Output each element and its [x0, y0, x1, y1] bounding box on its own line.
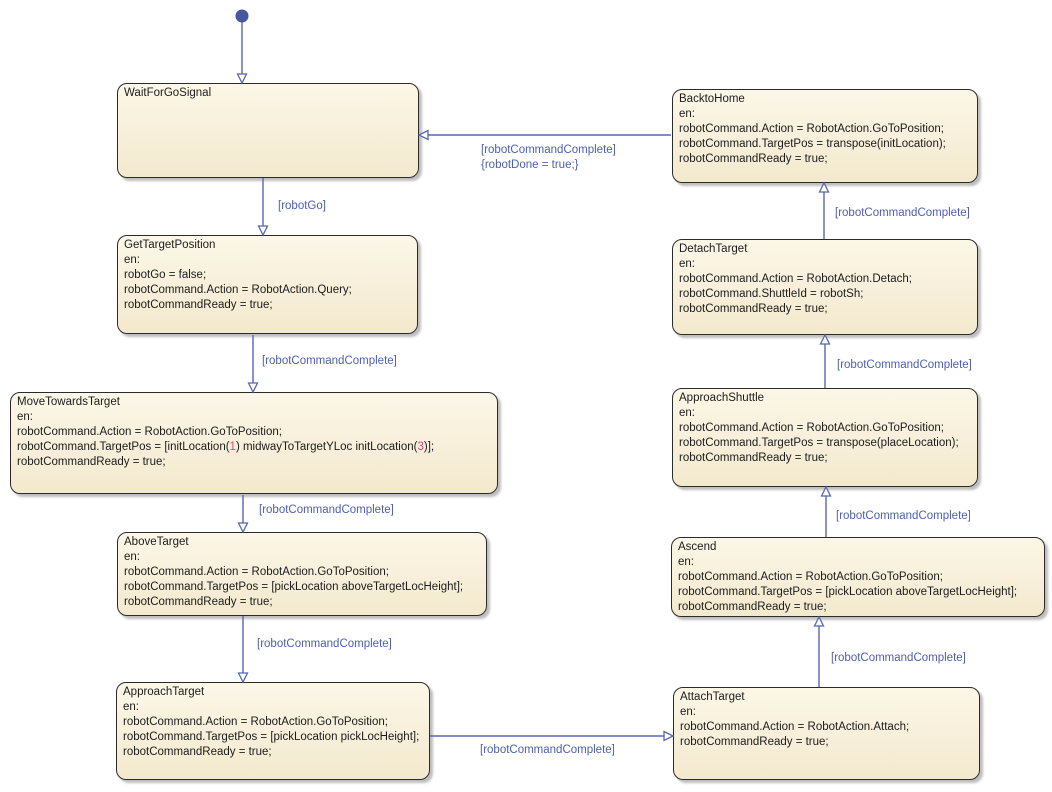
initial-transition-dot[interactable] — [236, 10, 249, 23]
state-code-line: robotCommand.Action = RobotAction.Query; — [124, 284, 352, 296]
state-title: ApproachShuttle — [679, 392, 765, 404]
state-code-line: robotCommand.TargetPos = [pickLocation aboveTargetLocHeight]; — [678, 586, 1018, 598]
code-segment: ) midwayToTargetYLoc initLocation( — [235, 441, 418, 453]
arrowhead-up-icon — [820, 183, 829, 192]
state-code-line: robotCommand.Action = RobotAction.GoToPosition; — [679, 123, 944, 135]
state-title: AboveTarget — [124, 536, 189, 548]
arrowhead-down-icon — [239, 673, 248, 682]
state-title: ApproachTarget — [123, 686, 205, 698]
state-code-line: robotCommandReady = true; — [123, 746, 272, 758]
state-entry-label: en: — [679, 108, 695, 120]
state-backto-home[interactable] — [672, 89, 978, 183]
arrowhead-up-icon — [821, 335, 830, 344]
state-entry-label: en: — [680, 706, 696, 718]
state-code-line: robotCommandReady = true; — [679, 153, 828, 165]
transition-label-above-to-approach[interactable]: [robotCommandComplete] — [257, 638, 392, 650]
state-code-line: robotCommand.TargetPos = transpose(placeLocation); — [679, 437, 959, 449]
state-code-line: robotCommand.TargetPos = [pickLocation aboveTargetLocHeight]; — [124, 581, 464, 593]
arrowhead-left-icon — [419, 131, 428, 140]
arrowhead-up-icon — [815, 617, 824, 626]
arrowhead-right-icon — [664, 732, 673, 741]
transition-condition: [robotCommandComplete] — [481, 144, 616, 156]
state-code-line: robotCommand.Action = RobotAction.Detach; — [679, 273, 912, 285]
state-code-line: robotCommandReady = true; — [678, 601, 827, 613]
number-literal: 1 — [229, 441, 236, 453]
transition-label-shuttle-to-detach[interactable]: [robotCommandComplete] — [837, 359, 972, 371]
state-code-line: robotCommandReady = true; — [17, 456, 166, 468]
state-entry-label: en: — [679, 258, 695, 270]
arrowhead-down-icon — [238, 74, 247, 83]
number-literal: 3 — [417, 441, 424, 453]
state-entry-label: en: — [679, 407, 695, 419]
state-title: AttachTarget — [680, 691, 745, 703]
state-approach-shuttle[interactable] — [672, 388, 978, 487]
state-code-line: robotCommandReady = true; — [124, 299, 273, 311]
state-move-towards-target[interactable] — [10, 392, 498, 494]
state-title: DetachTarget — [679, 243, 748, 255]
state-code-line: robotCommandReady = true; — [124, 596, 273, 608]
transition-label-home-to-wait[interactable] — [481, 143, 616, 173]
transition-label-get-to-move[interactable]: [robotCommandComplete] — [262, 355, 397, 367]
state-code-line: robotCommand.TargetPos = transpose(initLocation); — [679, 138, 946, 150]
state-title: BacktoHome — [679, 93, 745, 105]
state-ascend[interactable] — [671, 537, 1045, 617]
state-approach-target[interactable] — [116, 682, 430, 780]
state-get-target-position[interactable] — [117, 235, 418, 334]
state-title: GetTargetPosition — [124, 239, 216, 251]
arrowhead-down-icon — [239, 523, 248, 532]
state-code-line: robotCommand.TargetPos = [pickLocation pickLocHeight]; — [123, 731, 420, 743]
state-title: MoveTowardsTarget — [17, 396, 120, 408]
arrowhead-down-icon — [259, 226, 268, 235]
state-code-line: robotCommand.Action = RobotAction.GoToPosition; — [678, 571, 943, 583]
state-title: WaitForGoSignal — [124, 87, 212, 99]
transition-action: {robotDone = true;} — [481, 159, 579, 171]
state-code-line: robotCommand.Action = RobotAction.GoToPosition; — [123, 716, 388, 728]
state-wait-for-go-signal[interactable] — [117, 83, 419, 178]
arrowhead-up-icon — [822, 487, 831, 496]
transition-label-robotgo[interactable]: [robotGo] — [278, 200, 326, 212]
code-segment: robotCommand.TargetPos = [initLocation( — [17, 441, 230, 453]
state-entry-label: en: — [17, 411, 33, 423]
state-code-line: robotCommandReady = true; — [680, 736, 829, 748]
state-detach-target[interactable] — [672, 239, 978, 335]
transition-label-ascend-to-shuttle[interactable]: [robotCommandComplete] — [836, 510, 971, 522]
state-code-line: robotGo = false; — [124, 269, 207, 281]
state-above-target[interactable] — [117, 532, 487, 616]
transition-label-detach-to-home[interactable]: [robotCommandComplete] — [835, 207, 970, 219]
transition-label-attach-to-ascend[interactable]: [robotCommandComplete] — [831, 652, 966, 664]
state-entry-label: en: — [124, 551, 140, 563]
code-segment: )]; — [423, 441, 435, 453]
state-entry-label: en: — [678, 556, 694, 568]
state-code-line: robotCommandReady = true; — [679, 303, 828, 315]
state-code-line: robotCommand.Action = RobotAction.GoToPosition; — [679, 422, 944, 434]
state-code-line: robotCommand.Action = RobotAction.GoToPosition; — [17, 426, 282, 438]
state-code-line: robotCommand.Action = RobotAction.GoToPosition; — [124, 566, 389, 578]
transition-label-move-to-above[interactable]: [robotCommandComplete] — [259, 504, 394, 516]
state-entry-label: en: — [124, 254, 140, 266]
state-code-line: robotCommandReady = true; — [679, 452, 828, 464]
state-attach-target[interactable] — [673, 687, 980, 780]
state-code-line: robotCommand.ShuttleId = robotSh; — [679, 288, 864, 300]
state-code-line: robotCommand.Action = RobotAction.Attach; — [680, 721, 910, 733]
state-entry-label: en: — [123, 701, 139, 713]
arrowhead-down-icon — [249, 383, 258, 392]
transition-label-approach-to-attach[interactable]: [robotCommandComplete] — [480, 744, 615, 756]
state-title: Ascend — [678, 541, 717, 553]
state-code-line — [17, 440, 492, 455]
